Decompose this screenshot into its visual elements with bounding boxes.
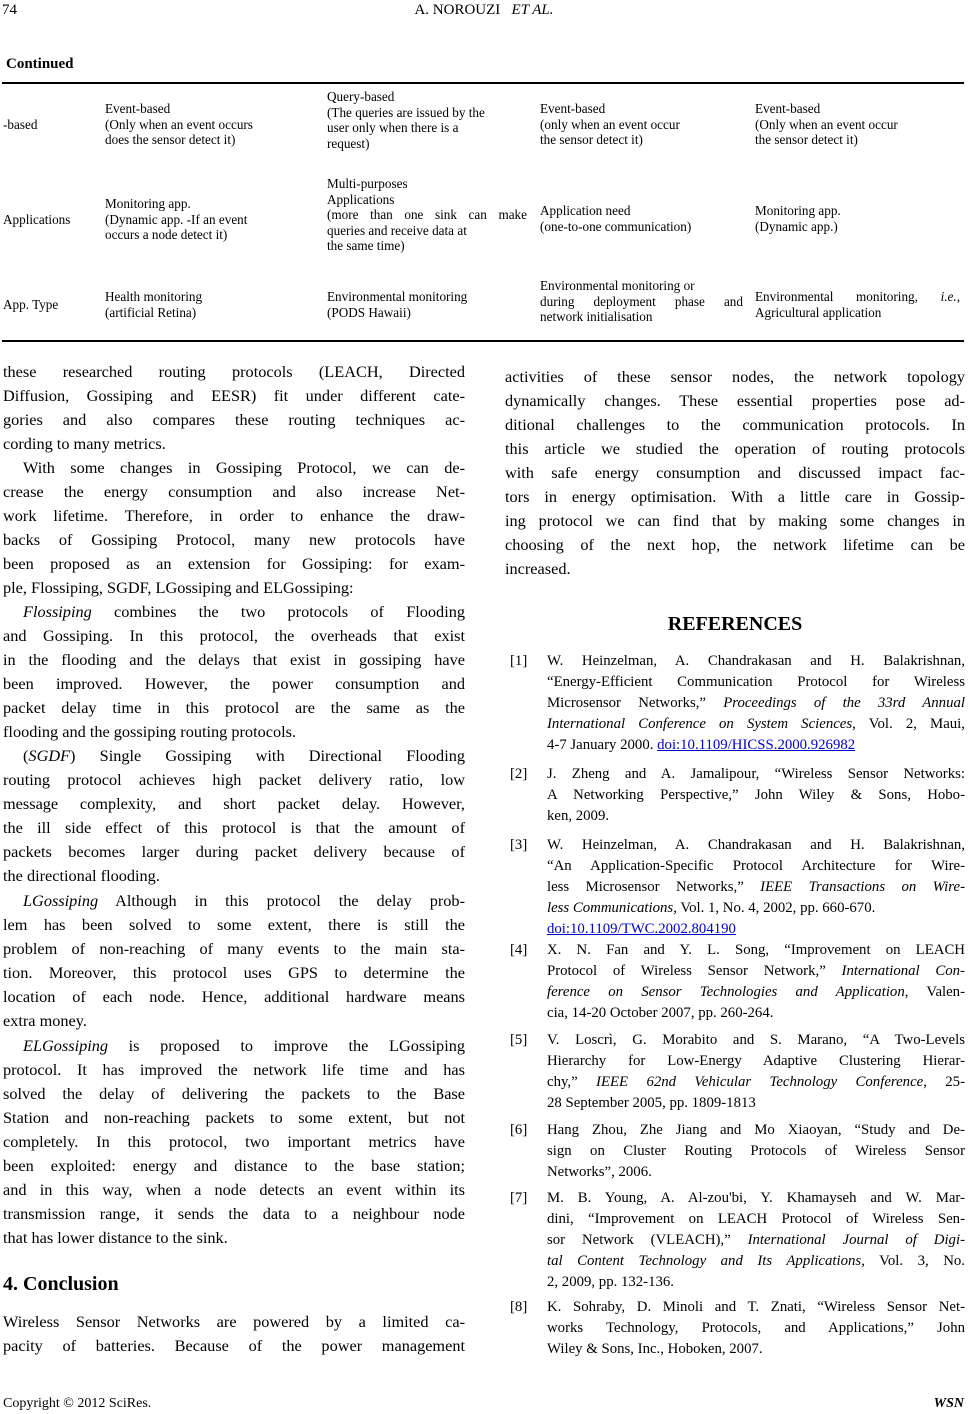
text-line: solved the delay of delivering the packets to the Base <box>3 1084 465 1103</box>
row-label: Applications <box>3 212 71 227</box>
cell-line <box>755 289 960 305</box>
text-line: cia, 14-20 October 2007, pp. 260-264. <box>547 1005 774 1021</box>
venue-text: International Conference on System Sciences <box>547 716 853 732</box>
text-line: gories and also compares these routing techniques ac- <box>3 410 465 429</box>
text-line: that has lower distance to the sink. <box>3 1228 228 1247</box>
cell-line: Monitoring app. <box>755 203 841 218</box>
text-run: 4-7 January 2000. <box>547 737 658 753</box>
table-cell <box>755 101 960 148</box>
text-line: ple, Flossiping, SGDF, LGossiping and ELGossiping: <box>3 578 354 597</box>
text-line <box>547 1230 965 1251</box>
text-line: crease the energy consumption and also increase Net- <box>3 482 465 501</box>
table-cell <box>105 289 305 320</box>
paragraph <box>3 456 465 600</box>
cell-line: (Only when an event occur <box>755 116 898 132</box>
paragraph <box>3 744 465 888</box>
reference-number: [8] <box>510 1299 528 1315</box>
cell-line: Agricultural application <box>755 304 882 320</box>
text-run: less Microsensor Networks,” <box>547 879 761 895</box>
text-line: 28 September 2005, pp. 1809-1813 <box>547 1095 756 1111</box>
references-heading: REFERENCES <box>667 613 803 635</box>
text-line: been exploited: energy and distance to the base station; <box>3 1156 465 1175</box>
text-line: dynamically changes. These essential properties pose ad- <box>505 391 965 410</box>
text-line: Station and non-reaching packets to some extent, but not <box>3 1108 465 1127</box>
section-heading-conclusion: 4. Conclusion <box>3 1273 119 1295</box>
row-label: -based <box>3 117 38 132</box>
text-line: “An Application-Specific Protocol Architecture for Wire- <box>547 858 965 874</box>
text-line: sign on Cluster Routing Protocols of Wireless Sensor <box>547 1143 965 1159</box>
paragraph <box>3 1310 465 1358</box>
text-run: , 25- <box>923 1074 965 1090</box>
text-line: V. Loscrì, G. Morabito and S. Marano, “A Two-Levels <box>547 1032 965 1048</box>
cell-line: (Only when an event occurs <box>105 116 253 132</box>
text-line: Hierarchy for Low-Energy Adaptive Clustering Hierar- <box>547 1053 965 1069</box>
table-cell <box>327 289 527 320</box>
doi-link[interactable]: doi:10.1109/HICSS.2000.926982 <box>657 737 856 753</box>
text-line <box>547 714 965 735</box>
cell-line: request) <box>327 135 370 151</box>
text-line: tors in energy optimisation. With a little care in Gossip- <box>505 487 965 506</box>
text-run: , Vol. 3, No. <box>861 1253 965 1269</box>
text-run: sor Network (VLEACH),” <box>547 1232 748 1248</box>
cell-italic: i.e., <box>940 289 960 304</box>
text-line: “Energy-Efficient Communication Protocol for Wireless <box>547 674 965 690</box>
text-line: with safe energy consumption and discussed impact fac- <box>505 463 965 482</box>
text-line: cording to many metrics. <box>3 434 166 453</box>
text-line: routing protocol achieves high packet delivery ratio, low <box>3 770 465 789</box>
running-head-etal: ET AL. <box>511 2 554 18</box>
text-line: dini, “Improvement on LEACH Protocol of Wireless Sen- <box>547 1211 965 1227</box>
text-line: choosing of the next hop, the network lifetime can be <box>505 535 965 554</box>
cell-line: network initialisation <box>540 309 653 324</box>
text-line: and in this way, when a node detects an event within its <box>3 1180 465 1199</box>
venue-text: tal Content Technology and Its Applications <box>547 1253 862 1269</box>
text-run: , Valen- <box>904 984 966 1000</box>
text-line <box>547 877 965 898</box>
text-line: been proposed as an extension for Gossiping: for exam- <box>3 554 465 573</box>
text-line: extra money. <box>3 1011 87 1030</box>
text-line: activities of these sensor nodes, the network topology <box>505 367 965 386</box>
text-line <box>547 693 965 714</box>
cell-line: during deployment phase and <box>540 293 743 309</box>
text-line: this article we studied the operation of routing protocols <box>505 439 965 458</box>
text-line: W. Heinzelman, A. Chandrakasan and H. Balakrishnan, <box>547 837 965 853</box>
text-line: been improved. However, the power consumption and <box>3 674 465 693</box>
text-line: Wiley & Sons, Inc., Hoboken, 2007. <box>547 1341 763 1357</box>
text-line: Hang Zhou, Zhe Jiang and Mo Xiaoyan, “Study and De- <box>547 1122 965 1138</box>
reference-number: [5] <box>510 1032 528 1048</box>
text-run: , Vol. 1, No. 4, 2002, pp. 660-670. <box>673 900 876 916</box>
text-line: the ill side effect of this protocol is that the amount of <box>3 818 465 837</box>
cell-line: the same time) <box>327 238 405 253</box>
table-cell <box>540 101 745 148</box>
term-elgossiping: ELGossiping <box>23 1036 109 1055</box>
cell-line: (The queries are issued by the <box>327 104 485 120</box>
copyright-footer: Copyright © 2012 SciRes. <box>3 1396 152 1411</box>
cell-line: Health monitoring <box>105 289 203 304</box>
venue-text: IEEE Transactions on Wire- <box>760 879 965 895</box>
text-line: protocol. It has improved the network life time and has <box>3 1060 465 1079</box>
venue-text: IEEE 62nd Vehicular Technology Conference <box>596 1074 924 1090</box>
cell-line: (Dynamic app. -If an event <box>105 211 248 227</box>
reference-number: [6] <box>510 1122 528 1138</box>
text-line: the directional flooding. <box>3 866 160 885</box>
venue-text: International Journal of Digi- <box>747 1232 965 1248</box>
reference-number: [1] <box>510 653 528 669</box>
text-line <box>547 982 965 1003</box>
text-line: Wireless Sensor Networks are powered by a limited ca- <box>3 1312 465 1331</box>
text-line: transmission range, it sends the data to a neighbour node <box>3 1204 465 1223</box>
term-lgossiping: LGossiping <box>23 891 99 910</box>
text-line: completely. In this protocol, two important metrics have <box>3 1132 465 1151</box>
cell-line: Environmental monitoring <box>327 289 468 304</box>
cell-line: the sensor detect it) <box>755 132 858 147</box>
paragraph <box>505 365 965 581</box>
text-line: K. Sohraby, D. Minoli and T. Znati, “Wireless Sensor Net- <box>547 1299 965 1315</box>
text-line: work lifetime. Therefore, in order to enhance the draw- <box>3 506 465 525</box>
table-cell <box>105 101 305 148</box>
text-line <box>3 744 465 768</box>
text-line: Diffusion, Gossiping and EESR) fit under different cate- <box>3 386 465 405</box>
text-line: in the flooding and the delays that exist in gossiping have <box>3 650 465 669</box>
text-run: Protocol of Wireless Sensor Network,” <box>547 963 842 979</box>
cell-line: Event-based <box>755 101 821 116</box>
text-line: packet delay time in this protocol are the same as the <box>3 698 465 717</box>
reference-number: [4] <box>510 942 528 958</box>
text-line: J. Zheng and A. Jamalipour, “Wireless Sensor Networks: <box>547 766 965 782</box>
text-line: location of each node. Hence, additional hardware means <box>3 987 465 1006</box>
cell-line: (one-to-one communication) <box>540 218 692 234</box>
text-line <box>547 961 965 982</box>
table-cell <box>755 203 960 234</box>
page-number: 74 <box>2 2 17 18</box>
text-line: backs of Gossiping Protocol, many new protocols have <box>3 530 465 549</box>
table-caption: Continued <box>6 56 74 72</box>
cell-line: Applications <box>327 191 395 207</box>
cell-line: Monitoring app. <box>105 196 191 211</box>
table-cell <box>327 89 527 151</box>
venue-text: International Con- <box>841 963 965 979</box>
text-line <box>547 898 965 919</box>
text-run: , Vol. 2, Maui, <box>852 716 965 732</box>
text-line <box>547 1072 965 1093</box>
table-cell <box>755 289 960 320</box>
text-line: W. Heinzelman, A. Chandrakasan and H. Balakrishnan, <box>547 653 965 669</box>
text-line: problem of non-reaching of many events to the main sta- <box>3 939 465 958</box>
text-line: and Gossiping. In this protocol, the overheads that exist <box>3 626 465 645</box>
doi-link[interactable]: doi:10.1109/TWC.2002.804190 <box>547 921 736 937</box>
text-line <box>547 1251 965 1272</box>
text-run: chy,” <box>547 1074 597 1090</box>
cell-line: the sensor detect it) <box>540 132 643 147</box>
cell-line: queries and receive data at <box>327 222 467 238</box>
running-head-authors: A. NOROUZI <box>414 2 501 18</box>
cell-line: does the sensor detect it) <box>105 132 236 147</box>
text-line <box>3 889 465 913</box>
venue-text: ference on Sensor Technologies and Application <box>547 984 905 1000</box>
text-line: packets becomes larger during packet delivery because of <box>3 842 465 861</box>
text-line: With some changes in Gossiping Protocol, we can de- <box>23 458 465 477</box>
cell-text: Environmental monitoring, <box>755 289 941 304</box>
cell-line: Query-based <box>327 89 395 104</box>
cell-line: Application need <box>540 203 631 218</box>
row-label: App. Type <box>3 297 59 312</box>
cell-line: (PODS Hawaii) <box>327 304 411 320</box>
text-line <box>3 1034 465 1058</box>
text-run: ) Single Gossiping with Directional Flooding <box>70 746 465 765</box>
text-line: ing protocol we can find that by making some changes in <box>505 511 965 530</box>
cell-line: Event-based <box>540 101 606 116</box>
text-run: is proposed to improve the LGossiping <box>108 1036 465 1055</box>
paragraph <box>3 360 465 456</box>
table-bottom-rule <box>2 340 964 342</box>
cell-line: occurs a node detect it) <box>105 227 228 242</box>
table-cell <box>540 278 743 325</box>
reference-number: [3] <box>510 837 528 853</box>
text-line: works Technology, Protocols, and Applications,” John <box>547 1320 965 1336</box>
table-cell <box>105 196 305 243</box>
paragraph <box>3 1034 465 1250</box>
text-line: tion. Moreover, this protocol uses GPS to determine the <box>3 963 465 982</box>
text-line: increased. <box>505 559 571 578</box>
cell-line: (only when an event occur <box>540 116 680 132</box>
journal-abbreviation: WSN <box>933 1396 964 1411</box>
text-line: Networks”, 2006. <box>547 1164 652 1180</box>
text-line <box>547 735 965 756</box>
cell-line: (artificial Retina) <box>105 304 197 320</box>
text-line <box>3 600 465 624</box>
text-line: ditional challenges to the communication protocols. In <box>505 415 965 434</box>
text-line: X. N. Fan and Y. L. Song, “Improvement on LEACH <box>547 942 965 958</box>
venue-text: less Communications <box>547 900 674 916</box>
reference-number: [2] <box>510 766 528 782</box>
venue-text: Proceedings of the 33rd Annual <box>723 695 965 711</box>
text-line: A Networking Perspective,” John Wiley & Sons, Hobo- <box>547 787 965 803</box>
text-line: M. B. Young, A. Al-zou'bi, Y. Khamayseh and W. Mar- <box>547 1190 965 1206</box>
text-line: message complexity, and short packet delay. However, <box>3 794 465 813</box>
running-head <box>0 2 968 19</box>
term-flossiping: Flossiping <box>23 602 92 621</box>
text-run: ( <box>23 746 29 765</box>
text-line: 2, 2009, pp. 132-136. <box>547 1274 675 1290</box>
text-line: these researched routing protocols (LEACH, Directed <box>3 362 465 381</box>
text-line <box>547 919 965 940</box>
cell-line: Environmental monitoring or <box>540 278 695 293</box>
paragraph <box>3 889 465 1033</box>
paragraph <box>3 600 465 744</box>
cell-line: (Dynamic app.) <box>755 218 838 234</box>
table-cell <box>540 203 745 234</box>
text-line: flooding and the gossiping routing protocols. <box>3 722 297 741</box>
text-line: ken, 2009. <box>547 808 610 824</box>
text-line: lem has been solved to some extent, there is still the <box>3 915 465 934</box>
reference-number: [7] <box>510 1190 528 1206</box>
cell-line: (more than one sink can make <box>327 207 527 222</box>
cell-line: Event-based <box>105 101 171 116</box>
cell-line: user only when there is a <box>327 120 459 135</box>
cell-line: Multi-purposes <box>327 176 408 191</box>
text-run: Microsensor Networks,” <box>547 695 724 711</box>
term-sgdf: SGDF <box>28 746 71 765</box>
text-run: Although in this protocol the delay prob- <box>98 891 465 910</box>
table-top-rule <box>2 82 964 84</box>
table-cell <box>327 176 527 254</box>
text-run: combines the two protocols of Flooding <box>91 602 465 621</box>
text-line: pacity of batteries. Because of the power management <box>3 1336 465 1355</box>
